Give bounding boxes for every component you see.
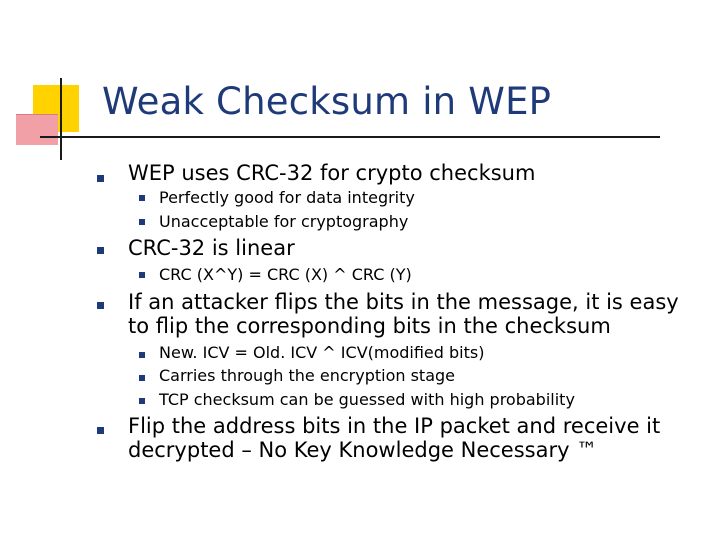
sub-bullet-text: Carries through the encryption stage [159,366,455,385]
bullet-text: WEP uses CRC-32 for crypto checksum [128,161,536,185]
bullet-text: If an attacker flips the bits in the message, it is easy [128,290,679,314]
sub-bullet-marker [139,219,145,225]
bullet-marker [97,302,104,309]
sub-bullet-marker [139,398,145,404]
bullet-marker [97,175,104,182]
sub-bullet-marker [139,352,145,358]
bullet-text-continued: to flip the corresponding bits in the checksum [128,314,611,338]
slide-title: Weak Checksum in WEP [102,80,552,123]
bullet-text-continued: decrypted – No Key Knowledge Necessary ™ [128,438,598,462]
bullet-text: Flip the address bits in the IP packet and receive it [128,414,661,438]
bullet-marker [97,427,104,434]
sub-bullet-marker [139,375,145,381]
sub-bullet-text: CRC (X^Y) = CRC (X) ^ CRC (Y) [159,265,412,284]
sub-bullet-text: TCP checksum can be guessed with high probability [159,390,575,409]
sub-bullet-text: Perfectly good for data integrity [159,188,415,207]
sub-bullet-text: Unacceptable for cryptography [159,212,409,231]
sub-bullet-text: New. ICV = Old. ICV ^ ICV(modified bits) [159,343,485,362]
bullet-marker [97,247,104,254]
sub-bullet-marker [139,195,145,201]
sub-bullet-marker [139,272,145,278]
bullet-text: CRC-32 is linear [128,236,295,260]
